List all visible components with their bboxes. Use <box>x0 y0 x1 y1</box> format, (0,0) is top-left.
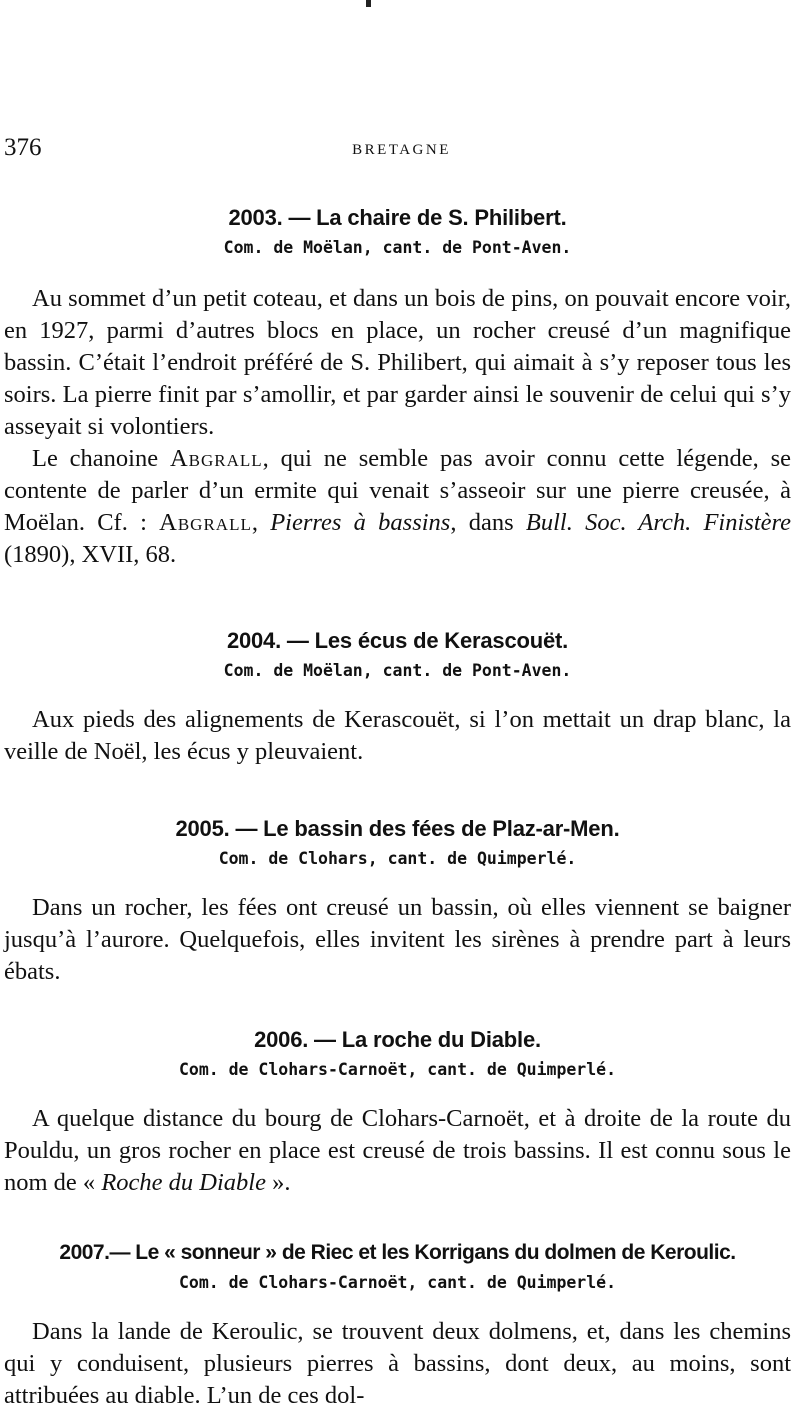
entry-2004 <box>4 628 791 768</box>
entry-title: 2003. — La chaire de S. Philibert. <box>228 205 567 230</box>
entry-body <box>4 704 791 768</box>
entry-2005 <box>4 816 791 988</box>
entry-body <box>4 1103 791 1199</box>
entry-2007 <box>4 1240 791 1412</box>
paragraph: Dans un rocher, les fées ont creusé un bassin, où elles viennent se baigner jusqu’à l’aurore. Quelquefois, elles invitent les sirènes à prendre part à leurs ébats. <box>4 894 791 985</box>
page-header <box>4 134 791 168</box>
author-name: Abgrall <box>169 445 263 472</box>
entry-location: Com. de Moëlan, cant. de Pont-Aven. <box>223 238 572 257</box>
journal-title: Bull. Soc. Arch. Finistère <box>525 509 791 536</box>
entry-2003 <box>4 205 791 571</box>
entry-title: 2004. — Les écus de Kerascouët. <box>226 628 569 653</box>
entry-title: 2006. — La roche du Diable. <box>254 1027 541 1052</box>
paragraph: Le chanoine Abgrall, qui ne semble pas avoir connu cette légende, se contente de parler d’un ermite qui venait s’asseoir sur une pierre creusée, à Moëlan. Cf. : Abgrall, Pierres à bassins, dans Bull. Soc. Arch. Finistère (1890), XVII, 68. <box>4 445 791 568</box>
running-head: BRETAGNE <box>352 142 451 158</box>
entry-location: Com. de Clohars, cant. de Quimperlé. <box>218 849 577 868</box>
paragraph: Dans la lande de Keroulic, se trouvent deux dolmens, et, dans les chemins qui y conduisent, plusieurs pierres à bassins, dont deux, au moins, sont attribuées au diable. L’un de ces dol- <box>4 1318 791 1409</box>
entry-title: 2005. — Le bassin des fées de Plaz-ar-Men. <box>175 816 620 841</box>
page-number: 376 <box>4 134 42 161</box>
entry-body <box>4 892 791 988</box>
work-title: Pierres à bassins <box>270 509 451 536</box>
place-name: Roche du Diable <box>101 1169 266 1196</box>
entry-body <box>4 283 791 571</box>
print-mark <box>366 0 371 7</box>
paragraph: Aux pieds des alignements de Kerascouët, si l’on mettait un drap blanc, la veille de Noël, les écus y pleuvaient. <box>4 706 791 765</box>
author-name: Abgrall <box>159 509 252 536</box>
entry-body <box>4 1316 791 1412</box>
paragraph: Au sommet d’un petit coteau, et dans un bois de pins, on pouvait encore voir, en 1927, parmi d’autres blocs en place, un rocher creusé d’un magnifique bassin. C’était l’endroit préféré de S. Philibert, qui aimait à s’y reposer tous les soirs. La pierre finit par s’amollir, et par garder ainsi le souvenir de celui qui s’y asseyait si volontiers. <box>4 285 791 440</box>
entry-2006 <box>4 1027 791 1199</box>
entry-location: Com. de Moëlan, cant. de Pont-Aven. <box>223 661 572 680</box>
entry-title: 2007.— Le « sonneur » de Riec et les Korrigans du dolmen de Keroulic. <box>59 1241 736 1264</box>
entry-location: Com. de Clohars-Carnoët, cant. de Quimperlé. <box>178 1060 617 1079</box>
entry-location: Com. de Clohars-Carnoët, cant. de Quimperlé. <box>178 1273 617 1292</box>
paragraph: A quelque distance du bourg de Clohars-Carnoët, et à droite de la route du Pouldu, un gros rocher en place est creusé de trois bassins. Il est connu sous le nom de « Roche du Diable ». <box>4 1105 791 1196</box>
